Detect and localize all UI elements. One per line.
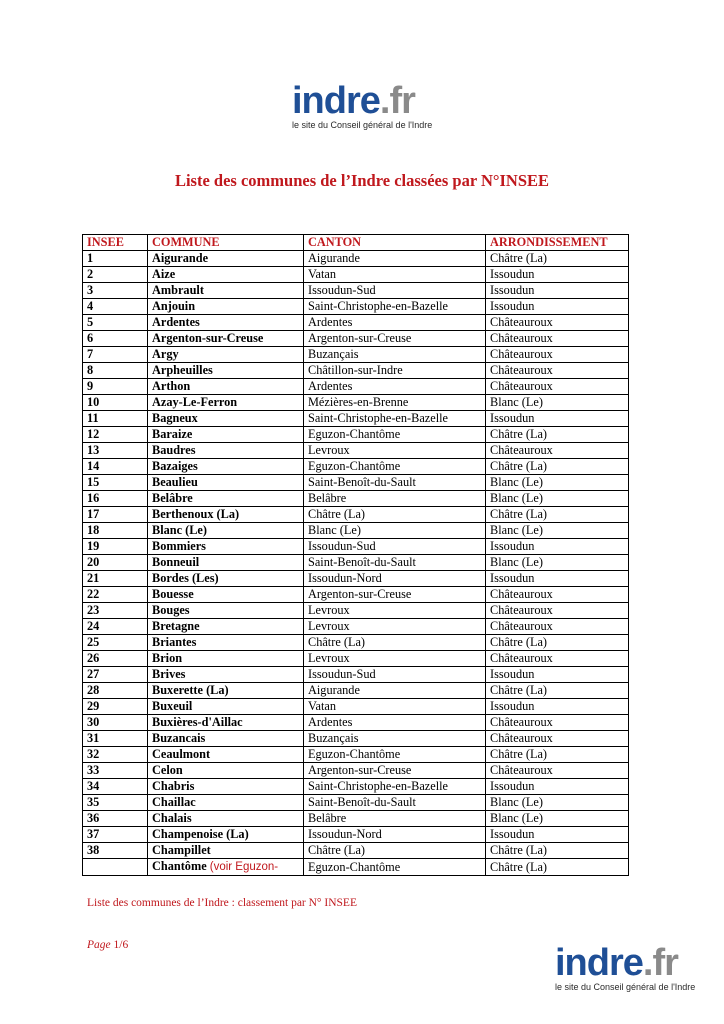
cell-canton: Ardentes — [304, 715, 486, 731]
cell-commune: Aize — [148, 267, 304, 283]
cell-commune — [148, 859, 304, 876]
table-row — [83, 491, 629, 507]
table-row — [83, 651, 629, 667]
cell-canton: Issoudun-Sud — [304, 539, 486, 555]
logo-tagline: le site du Conseil général de l'Indre — [555, 982, 696, 992]
cell-canton: Buzançais — [304, 731, 486, 747]
cell-insee: 16 — [83, 491, 148, 507]
cell-arrondissement: Châtre (La) — [486, 683, 629, 699]
cell-commune: Celon — [148, 763, 304, 779]
cell-arrondissement: Issoudun — [486, 283, 629, 299]
table-row — [83, 667, 629, 683]
cell-insee: 10 — [83, 395, 148, 411]
cell-arrondissement: Blanc (Le) — [486, 475, 629, 491]
table-row — [83, 619, 629, 635]
cell-canton: Argenton-sur-Creuse — [304, 587, 486, 603]
cell-arrondissement: Châteauroux — [486, 347, 629, 363]
table-row — [83, 603, 629, 619]
table-row — [83, 283, 629, 299]
cell-canton: Saint-Christophe-en-Bazelle — [304, 411, 486, 427]
cell-commune: Ardentes — [148, 315, 304, 331]
cell-arrondissement: Blanc (Le) — [486, 395, 629, 411]
logo-tagline: le site du Conseil général de l'Indre — [292, 120, 433, 130]
cell-insee: 24 — [83, 619, 148, 635]
table-row — [83, 811, 629, 827]
cell-insee: 14 — [83, 459, 148, 475]
cell-insee: 9 — [83, 379, 148, 395]
cell-arrondissement: Châteauroux — [486, 363, 629, 379]
cell-canton: Eguzon-Chantôme — [304, 459, 486, 475]
cell-canton: Mézières-en-Brenne — [304, 395, 486, 411]
cell-arrondissement: Châtre (La) — [486, 843, 629, 859]
cell-insee: 8 — [83, 363, 148, 379]
cell-commune: Buxerette (La) — [148, 683, 304, 699]
cell-commune: Bretagne — [148, 619, 304, 635]
cell-insee: 29 — [83, 699, 148, 715]
table-row — [83, 507, 629, 523]
cell-insee: 23 — [83, 603, 148, 619]
table-row — [83, 299, 629, 315]
cell-commune: Aigurande — [148, 251, 304, 267]
cell-insee: 31 — [83, 731, 148, 747]
cell-arrondissement: Blanc (Le) — [486, 555, 629, 571]
table-row — [83, 731, 629, 747]
cell-canton: Vatan — [304, 267, 486, 283]
table-row — [83, 859, 629, 876]
cell-canton: Châtre (La) — [304, 635, 486, 651]
cell-insee: 30 — [83, 715, 148, 731]
cell-canton: Saint-Christophe-en-Bazelle — [304, 779, 486, 795]
cell-arrondissement: Châtre (La) — [486, 251, 629, 267]
cell-insee: 36 — [83, 811, 148, 827]
cell-commune: Ceaulmont — [148, 747, 304, 763]
table-row — [83, 347, 629, 363]
cell-arrondissement: Châteauroux — [486, 651, 629, 667]
cell-canton: Saint-Benoît-du-Sault — [304, 555, 486, 571]
table-row — [83, 427, 629, 443]
cell-arrondissement: Issoudun — [486, 267, 629, 283]
cell-canton: Aigurande — [304, 683, 486, 699]
cell-arrondissement: Issoudun — [486, 779, 629, 795]
cell-insee: 28 — [83, 683, 148, 699]
cell-canton: Blanc (Le) — [304, 523, 486, 539]
table-row — [83, 331, 629, 347]
cell-arrondissement: Issoudun — [486, 571, 629, 587]
cell-commune: Belâbre — [148, 491, 304, 507]
cell-insee: 26 — [83, 651, 148, 667]
cell-commune: Brives — [148, 667, 304, 683]
page-value: 1/6 — [113, 939, 129, 951]
cell-insee: 11 — [83, 411, 148, 427]
cell-insee: 37 — [83, 827, 148, 843]
table-row — [83, 395, 629, 411]
cell-arrondissement: Châteauroux — [486, 331, 629, 347]
table-row — [83, 267, 629, 283]
cell-commune: Bazaiges — [148, 459, 304, 475]
cell-canton: Ardentes — [304, 379, 486, 395]
table-row — [83, 315, 629, 331]
cell-commune: Bouges — [148, 603, 304, 619]
cell-arrondissement: Châtre (La) — [486, 859, 629, 876]
table-row — [83, 747, 629, 763]
table-row — [83, 555, 629, 571]
cell-canton: Eguzon-Chantôme — [304, 427, 486, 443]
table-row — [83, 699, 629, 715]
table-header-row — [83, 235, 629, 251]
cell-insee: 19 — [83, 539, 148, 555]
cell-commune: Champillet — [148, 843, 304, 859]
cell-insee: 27 — [83, 667, 148, 683]
cell-arrondissement: Issoudun — [486, 411, 629, 427]
cell-canton: Buzançais — [304, 347, 486, 363]
cell-insee: 32 — [83, 747, 148, 763]
table-row — [83, 827, 629, 843]
logo-wordmark — [555, 944, 695, 982]
cell-canton: Aigurande — [304, 251, 486, 267]
cell-canton: Levroux — [304, 651, 486, 667]
cell-arrondissement: Châtre (La) — [486, 747, 629, 763]
cell-canton: Châtre (La) — [304, 507, 486, 523]
commune-name: Chantôme — [152, 859, 207, 873]
cell-insee: 35 — [83, 795, 148, 811]
header-insee: INSEE — [83, 235, 148, 251]
cell-commune: Chaillac — [148, 795, 304, 811]
logo-main: indre — [555, 942, 643, 984]
cell-commune: Bouesse — [148, 587, 304, 603]
cell-canton: Issoudun-Nord — [304, 571, 486, 587]
cell-insee: 1 — [83, 251, 148, 267]
table-row — [83, 843, 629, 859]
cell-canton: Châtre (La) — [304, 843, 486, 859]
logo-main: indre — [292, 80, 380, 122]
cell-arrondissement: Blanc (Le) — [486, 811, 629, 827]
cell-arrondissement: Châteauroux — [486, 619, 629, 635]
cell-insee — [83, 859, 148, 876]
table-row — [83, 571, 629, 587]
table-row — [83, 475, 629, 491]
cell-canton: Belâbre — [304, 491, 486, 507]
communes-table — [82, 234, 629, 876]
cell-commune: Buzancais — [148, 731, 304, 747]
cell-arrondissement: Châtre (La) — [486, 427, 629, 443]
cell-arrondissement: Blanc (Le) — [486, 491, 629, 507]
cell-canton: Saint-Christophe-en-Bazelle — [304, 299, 486, 315]
cell-canton: Issoudun-Sud — [304, 667, 486, 683]
logo-ext: .fr — [379, 80, 415, 122]
cell-insee: 21 — [83, 571, 148, 587]
table-row — [83, 587, 629, 603]
cell-arrondissement: Issoudun — [486, 827, 629, 843]
cell-commune: Bonneuil — [148, 555, 304, 571]
logo-wordmark — [292, 82, 432, 120]
table-row — [83, 523, 629, 539]
cell-arrondissement: Blanc (Le) — [486, 795, 629, 811]
indre-fr-logo-footer — [555, 944, 695, 992]
cell-insee: 13 — [83, 443, 148, 459]
cell-arrondissement: Châtre (La) — [486, 459, 629, 475]
cell-canton: Eguzon-Chantôme — [304, 747, 486, 763]
cell-commune: Buxières-d'Aillac — [148, 715, 304, 731]
cell-insee: 3 — [83, 283, 148, 299]
commune-note: (voir Eguzon- — [209, 861, 279, 873]
header-canton: CANTON — [304, 235, 486, 251]
table-row — [83, 443, 629, 459]
table-row — [83, 635, 629, 651]
page-number — [87, 939, 128, 951]
table-row — [83, 715, 629, 731]
cell-arrondissement: Châteauroux — [486, 763, 629, 779]
cell-insee: 18 — [83, 523, 148, 539]
cell-commune: Blanc (Le) — [148, 523, 304, 539]
cell-commune: Brion — [148, 651, 304, 667]
table-row — [83, 411, 629, 427]
cell-commune: Baudres — [148, 443, 304, 459]
cell-arrondissement: Issoudun — [486, 539, 629, 555]
table-row — [83, 683, 629, 699]
cell-commune: Berthenoux (La) — [148, 507, 304, 523]
cell-arrondissement: Châtre (La) — [486, 507, 629, 523]
table-row — [83, 251, 629, 267]
cell-arrondissement: Châtre (La) — [486, 635, 629, 651]
cell-commune: Argenton-sur-Creuse — [148, 331, 304, 347]
cell-commune: Ambrault — [148, 283, 304, 299]
page-title: Liste des communes de l’Indre classées par N°INSEE — [174, 171, 550, 190]
cell-canton: Vatan — [304, 699, 486, 715]
cell-canton: Saint-Benoît-du-Sault — [304, 795, 486, 811]
cell-commune: Argy — [148, 347, 304, 363]
cell-arrondissement: Blanc (Le) — [486, 523, 629, 539]
cell-commune: Baraize — [148, 427, 304, 443]
table-row — [83, 363, 629, 379]
cell-arrondissement: Issoudun — [486, 299, 629, 315]
table-row — [83, 779, 629, 795]
cell-arrondissement: Châteauroux — [486, 379, 629, 395]
cell-commune: Chabris — [148, 779, 304, 795]
cell-canton: Issoudun-Sud — [304, 283, 486, 299]
cell-commune: Arthon — [148, 379, 304, 395]
cell-insee: 12 — [83, 427, 148, 443]
table-row — [83, 379, 629, 395]
cell-insee: 34 — [83, 779, 148, 795]
table-row — [83, 795, 629, 811]
indre-fr-logo — [292, 82, 432, 130]
cell-arrondissement: Châteauroux — [486, 715, 629, 731]
cell-insee: 25 — [83, 635, 148, 651]
cell-canton: Ardentes — [304, 315, 486, 331]
cell-arrondissement: Issoudun — [486, 667, 629, 683]
cell-canton: Argenton-sur-Creuse — [304, 763, 486, 779]
cell-canton: Saint-Benoît-du-Sault — [304, 475, 486, 491]
cell-commune: Beaulieu — [148, 475, 304, 491]
logo-ext: .fr — [642, 942, 678, 984]
cell-insee: 33 — [83, 763, 148, 779]
cell-arrondissement: Châteauroux — [486, 731, 629, 747]
cell-insee: 5 — [83, 315, 148, 331]
cell-insee: 7 — [83, 347, 148, 363]
cell-commune: Bordes (Les) — [148, 571, 304, 587]
cell-insee: 4 — [83, 299, 148, 315]
cell-arrondissement: Châteauroux — [486, 587, 629, 603]
header-arrondissement: ARRONDISSEMENT — [486, 235, 629, 251]
cell-commune: Bommiers — [148, 539, 304, 555]
cell-arrondissement: Châteauroux — [486, 443, 629, 459]
cell-insee: 38 — [83, 843, 148, 859]
cell-arrondissement: Châteauroux — [486, 603, 629, 619]
cell-canton: Levroux — [304, 619, 486, 635]
cell-canton: Châtillon-sur-Indre — [304, 363, 486, 379]
cell-commune: Azay-Le-Ferron — [148, 395, 304, 411]
cell-insee: 2 — [83, 267, 148, 283]
cell-commune: Buxeuil — [148, 699, 304, 715]
cell-canton: Belâbre — [304, 811, 486, 827]
cell-insee: 22 — [83, 587, 148, 603]
table-body — [83, 251, 629, 876]
cell-canton: Issoudun-Nord — [304, 827, 486, 843]
table-row — [83, 459, 629, 475]
cell-canton: Levroux — [304, 603, 486, 619]
cell-arrondissement: Issoudun — [486, 699, 629, 715]
cell-arrondissement: Châteauroux — [486, 315, 629, 331]
footer-text: Liste des communes de l’Indre : classement par N° INSEE — [87, 897, 357, 909]
cell-commune: Chalais — [148, 811, 304, 827]
cell-insee: 20 — [83, 555, 148, 571]
cell-insee: 6 — [83, 331, 148, 347]
page-label: Page — [87, 939, 111, 951]
cell-canton: Argenton-sur-Creuse — [304, 331, 486, 347]
cell-canton: Eguzon-Chantôme — [304, 859, 486, 876]
table-row — [83, 539, 629, 555]
cell-commune: Arpheuilles — [148, 363, 304, 379]
header-commune: COMMUNE — [148, 235, 304, 251]
cell-canton: Levroux — [304, 443, 486, 459]
cell-commune: Bagneux — [148, 411, 304, 427]
cell-commune: Briantes — [148, 635, 304, 651]
cell-insee: 15 — [83, 475, 148, 491]
cell-commune: Anjouin — [148, 299, 304, 315]
cell-insee: 17 — [83, 507, 148, 523]
cell-commune: Champenoise (La) — [148, 827, 304, 843]
table-row — [83, 763, 629, 779]
